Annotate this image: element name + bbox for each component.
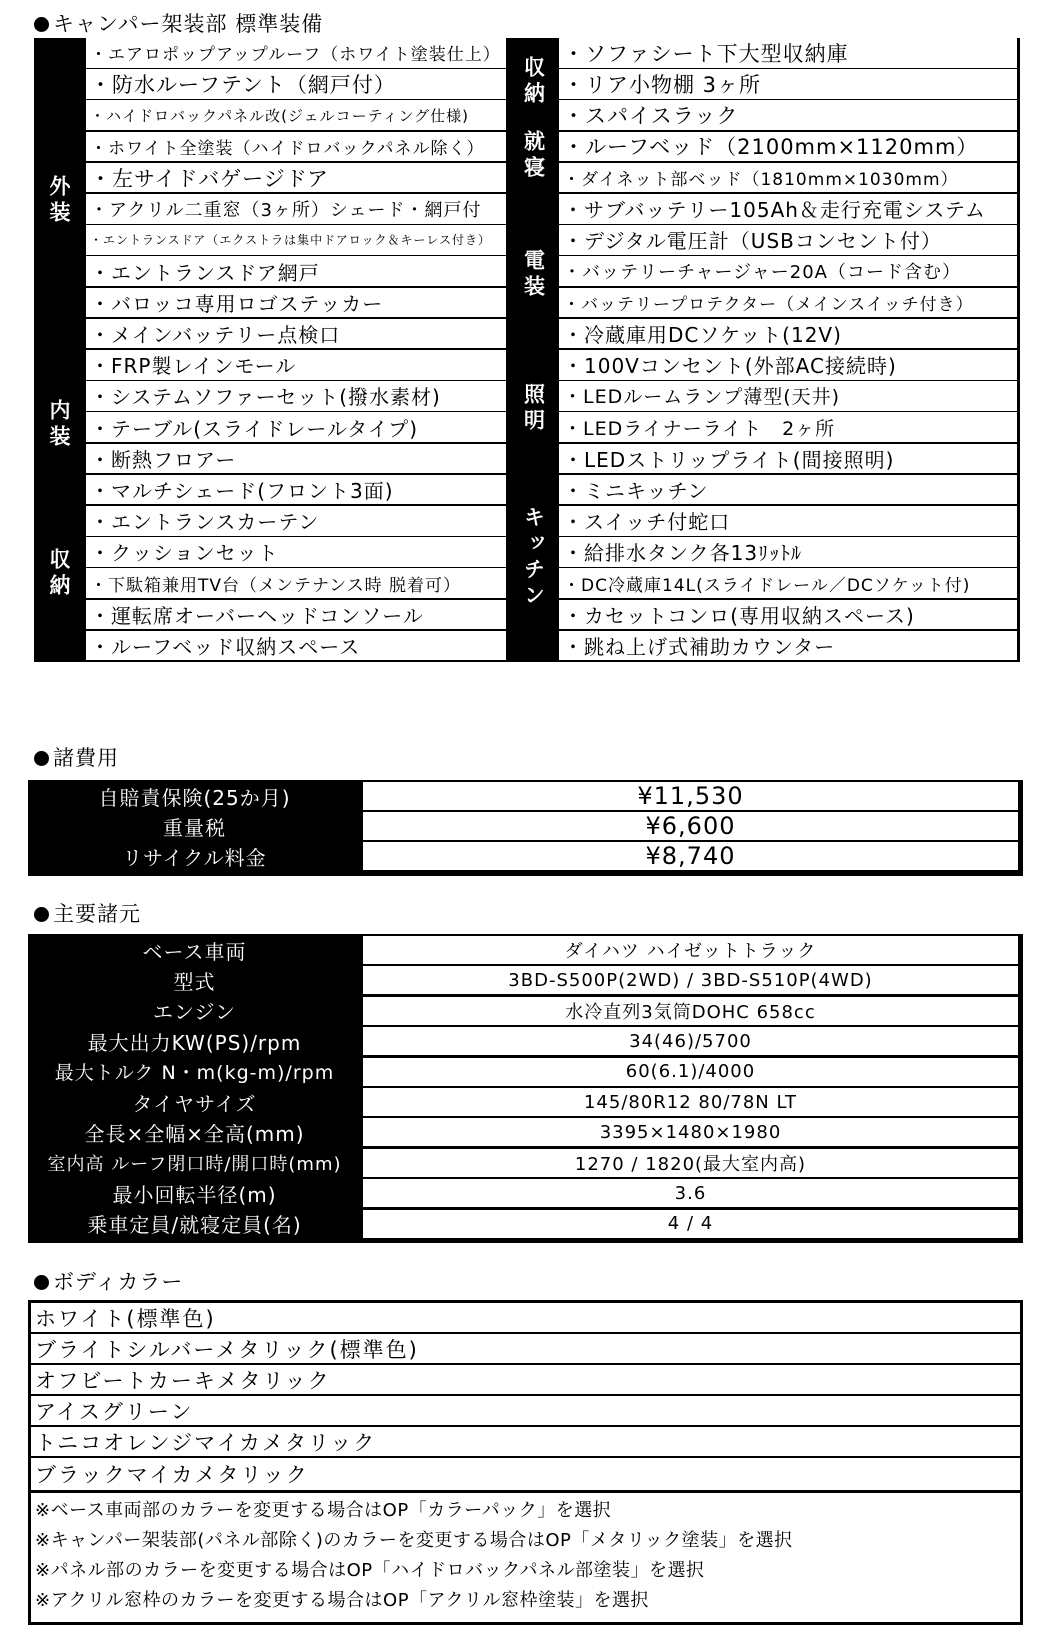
equipment-item: ・カセットコンロ(専用収納スペース) bbox=[559, 600, 1017, 630]
category-storage-left bbox=[34, 486, 84, 662]
spec-value: 水冷直列3気筒DOHC 658cc bbox=[363, 997, 1018, 1025]
equipment-item: ・ソファシート下大型収納庫 bbox=[559, 38, 1017, 68]
spec-value: ダイハツ ハイゼットトラック bbox=[363, 936, 1018, 964]
fee-value: ¥6,600 bbox=[363, 812, 1018, 840]
equipment-item: ・エントランスカーテン bbox=[86, 506, 506, 536]
fees-row bbox=[30, 842, 1021, 870]
fee-value: ¥8,740 bbox=[363, 842, 1018, 870]
fee-value: ¥11,530 bbox=[363, 782, 1018, 810]
color-notes bbox=[35, 1496, 793, 1616]
equipment-item: ・ミニキッチン bbox=[559, 475, 1017, 505]
colors-section-title bbox=[34, 1270, 183, 1294]
equipment-title-text: キャンパー架装部 標準装備 bbox=[53, 12, 324, 36]
category-exterior bbox=[34, 38, 84, 364]
category-label: 電装 bbox=[521, 249, 546, 301]
spec-label: 室内高 ルーフ閉口時/開口時(mm) bbox=[32, 1149, 357, 1177]
bullet-dot-icon bbox=[34, 17, 49, 32]
spec-row bbox=[30, 1088, 1021, 1116]
category-interior bbox=[34, 366, 84, 484]
fee-label: 自賠責保険(25か月) bbox=[32, 782, 357, 810]
colors-title-text: ボディカラー bbox=[53, 1270, 184, 1294]
equipment-item: ・下駄箱兼用TV台（メンテナンス時 脱着可） bbox=[86, 568, 506, 598]
equipment-item: ・給排水タンク各13ﾘｯﾄﾙ bbox=[559, 537, 1017, 567]
spec-value: 1270 / 1820(最大室内高) bbox=[363, 1149, 1018, 1177]
spec-label: タイヤサイズ bbox=[32, 1088, 357, 1116]
spec-row bbox=[30, 966, 1021, 994]
specs-table bbox=[28, 934, 1023, 1243]
equipment-item: ・テーブル(スライドレールタイプ) bbox=[86, 412, 506, 442]
spec-row bbox=[30, 1179, 1021, 1207]
equipment-item: ・マルチシェード(フロント3面) bbox=[86, 475, 506, 505]
equipment-item: ・エントランスドア（エクストラは集中ドアロック＆キーレス付き） bbox=[86, 225, 506, 255]
bullet-dot-icon bbox=[34, 751, 49, 766]
spec-row bbox=[30, 1027, 1021, 1055]
category-label: 就寝 bbox=[521, 130, 546, 182]
bullet-dot-icon bbox=[34, 1275, 49, 1290]
category-lighting bbox=[510, 364, 557, 454]
standard-equipment-table bbox=[34, 38, 1020, 662]
spec-label: 最小回転半径(m) bbox=[32, 1179, 357, 1207]
color-row: ブラックマイカメタリック bbox=[31, 1458, 1020, 1493]
spec-row bbox=[30, 997, 1021, 1025]
fees-title-text: 諸費用 bbox=[53, 746, 119, 770]
equipment-item: ・リア小物棚 3ヶ所 bbox=[559, 69, 1017, 99]
category-label: 外装 bbox=[47, 175, 71, 227]
equipment-item: ・ルーフベッド収納スペース bbox=[86, 631, 506, 661]
fees-table bbox=[28, 780, 1023, 876]
bullet-dot-icon bbox=[34, 907, 49, 922]
spec-label: 最大出力KW(PS)/rpm bbox=[32, 1027, 357, 1055]
equipment-item: ・システムソファーセット(撥水素材) bbox=[86, 381, 506, 411]
spec-row bbox=[30, 1118, 1021, 1146]
category-kitchen bbox=[510, 454, 557, 662]
equipment-item: ・エントランスドア網戸 bbox=[86, 256, 506, 286]
spec-value: 3395×1480×1980 bbox=[363, 1118, 1018, 1146]
equipment-item: ・サブバッテリー105Ah＆走行充電システム bbox=[559, 194, 1017, 224]
fees-row bbox=[30, 812, 1021, 840]
equipment-item: ・スイッチ付蛇口 bbox=[559, 506, 1017, 536]
equipment-item: ・跳ね上げ式補助カウンター bbox=[559, 631, 1017, 661]
fees-row bbox=[30, 782, 1021, 810]
spec-value: 60(6.1)/4000 bbox=[363, 1058, 1018, 1086]
category-label: 収納 bbox=[47, 548, 71, 600]
spec-value: 34(46)/5700 bbox=[363, 1027, 1018, 1055]
equipment-item: ・冷蔵庫用DCソケット(12V) bbox=[559, 319, 1017, 349]
category-electrical bbox=[510, 186, 557, 364]
category-label: 収納 bbox=[521, 56, 546, 108]
equipment-item: ・LEDライナーライト 2ヶ所 bbox=[559, 412, 1017, 442]
color-note: ※アクリル窓枠のカラーを変更する場合はOP「アクリル窓枠塗装」を選択 bbox=[35, 1590, 650, 1611]
spec-label: エンジン bbox=[32, 997, 357, 1025]
color-row: ホワイト(標準色) bbox=[31, 1303, 1020, 1334]
spec-row bbox=[30, 936, 1021, 964]
body-color-table bbox=[28, 1300, 1023, 1625]
spec-value: 3BD-S500P(2WD) / 3BD-S510P(4WD) bbox=[363, 966, 1018, 994]
category-storage-right bbox=[510, 38, 557, 126]
specs-title-text: 主要諸元 bbox=[53, 902, 141, 926]
equipment-item: ・アクリル二重窓（3ヶ所）シェード・網戸付 bbox=[86, 194, 506, 224]
spec-label: 最大トルク N・m(kg-m)/rpm bbox=[32, 1058, 357, 1086]
category-sleeping bbox=[510, 126, 557, 186]
fee-label: リサイクル料金 bbox=[32, 842, 357, 870]
equipment-item: ・左サイドバゲージドア bbox=[86, 163, 506, 193]
equipment-item: ・クッションセット bbox=[86, 537, 506, 567]
spec-label: 全長×全幅×全高(mm) bbox=[32, 1118, 357, 1146]
equipment-item: ・バッテリープロテクター（メインスイッチ付き） bbox=[559, 288, 1017, 318]
category-label: 内装 bbox=[47, 399, 71, 451]
equipment-item: ・エアロポップアップルーフ（ホワイト塗装仕上） bbox=[86, 38, 506, 68]
equipment-item: ・メインバッテリー点検口 bbox=[86, 319, 506, 349]
spec-value: 145/80R12 80/78N LT bbox=[363, 1088, 1018, 1116]
spec-label: 型式 bbox=[32, 966, 357, 994]
equipment-item: ・防水ルーフテント（網戸付） bbox=[86, 69, 506, 99]
equipment-item: ・デジタル電圧計（USBコンセント付） bbox=[559, 225, 1017, 255]
spec-label: ベース車両 bbox=[32, 936, 357, 964]
color-row: トニコオレンジマイカメタリック bbox=[31, 1427, 1020, 1458]
equipment-item: ・バッテリーチャージャー20A（コード含む） bbox=[559, 256, 1017, 286]
spec-label: 乗車定員/就寝定員(名) bbox=[32, 1210, 357, 1238]
equipment-item: ・バロッコ専用ロゴステッカー bbox=[86, 288, 506, 318]
fee-label: 重量税 bbox=[32, 812, 357, 840]
spec-row bbox=[30, 1149, 1021, 1177]
equipment-item: ・ハイドロバックパネル改(ジェルコーティング仕様) bbox=[86, 100, 506, 130]
equipment-item: ・断熱フロアー bbox=[86, 444, 506, 474]
fees-section-title bbox=[34, 746, 119, 770]
color-row: オフビートカーキメタリック bbox=[31, 1365, 1020, 1396]
category-label: 照明 bbox=[521, 383, 546, 435]
equipment-item: ・ルーフベッド（2100mm×1120mm） bbox=[559, 132, 1017, 162]
equipment-section-title bbox=[34, 12, 323, 36]
spec-row bbox=[30, 1210, 1021, 1238]
color-note: ※ベース車両部のカラーを変更する場合はOP「カラーパック」を選択 bbox=[35, 1500, 612, 1521]
specs-section-title bbox=[34, 902, 141, 926]
color-note: ※キャンパー架装部(パネル部除く)のカラーを変更する場合はOP「メタリック塗装」を選択 bbox=[35, 1530, 793, 1551]
equipment-item: ・LEDストリップライト(間接照明) bbox=[559, 444, 1017, 474]
equipment-item: ・LEDルームランプ薄型(天井) bbox=[559, 381, 1017, 411]
equipment-item: ・運転席オーバーヘッドコンソール bbox=[86, 600, 506, 630]
category-label: キッチン bbox=[521, 506, 546, 610]
equipment-item: ・ダイネット部ベッド（1810mm×1030mm） bbox=[559, 163, 1017, 193]
spec-row bbox=[30, 1058, 1021, 1086]
equipment-item: ・スパイスラック bbox=[559, 100, 1017, 130]
spec-value: 4 / 4 bbox=[363, 1210, 1018, 1238]
color-note: ※パネル部のカラーを変更する場合はOP「ハイドロバックパネル部塗装」を選択 bbox=[35, 1560, 705, 1581]
equipment-item: ・FRP製レインモール bbox=[86, 350, 506, 380]
equipment-item: ・DC冷蔵庫14L(スライドレール／DCソケット付) bbox=[559, 568, 1017, 598]
color-row: ブライトシルバーメタリック(標準色) bbox=[31, 1334, 1020, 1365]
color-row: アイスグリーン bbox=[31, 1396, 1020, 1427]
equipment-item: ・ホワイト全塗装（ハイドロバックパネル除く） bbox=[86, 132, 506, 162]
equipment-item: ・100Vコンセント(外部AC接続時) bbox=[559, 350, 1017, 380]
spec-value: 3.6 bbox=[363, 1179, 1018, 1207]
